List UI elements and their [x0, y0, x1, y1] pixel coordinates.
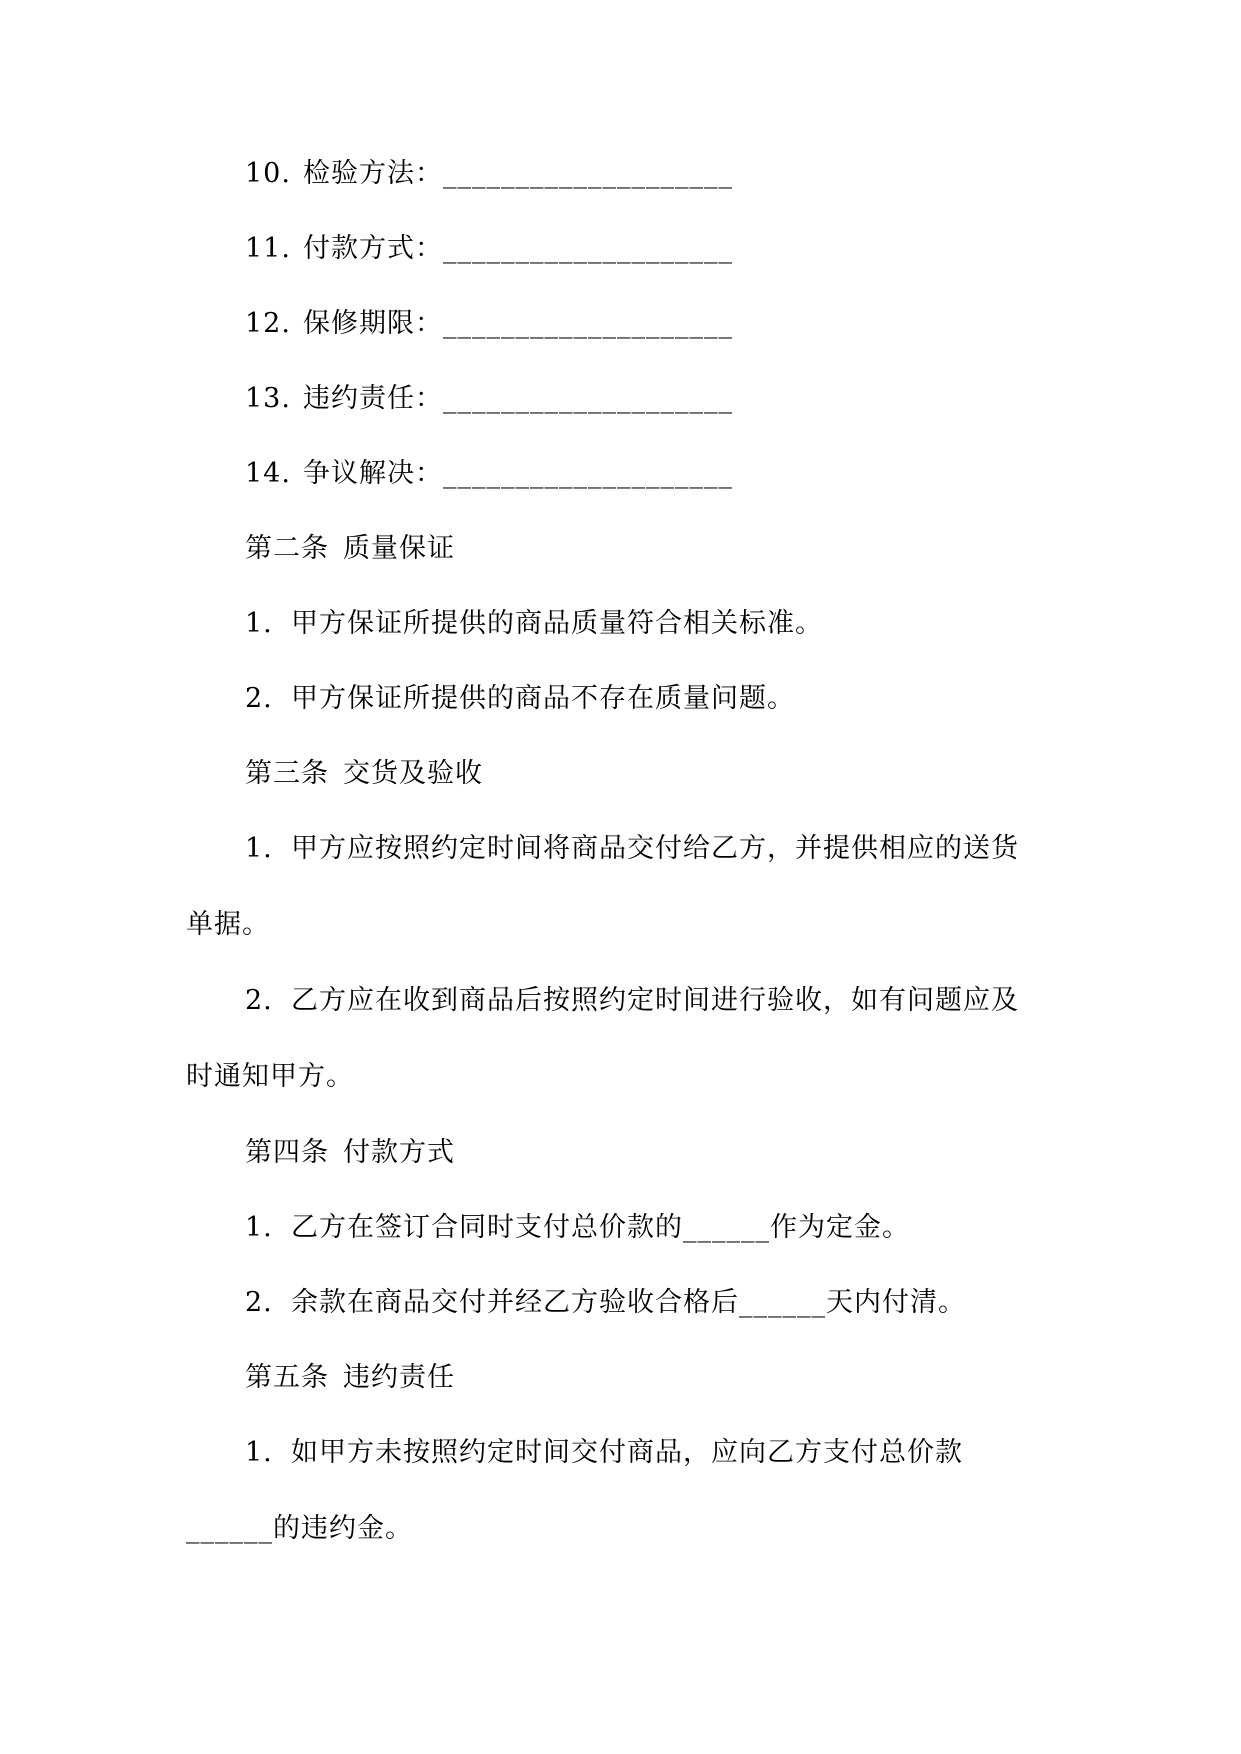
- list-item: [245, 381, 733, 417]
- clause-text: 乙方应在收到商品后按照约定时间进行验收，如有问题应及: [291, 985, 1019, 1016]
- section-heading: [245, 1135, 455, 1171]
- clause-number: 2.: [245, 683, 273, 714]
- clause-text: 甲方应按照约定时间将商品交付给乙方，并提供相应的送货: [291, 833, 1019, 864]
- clause-paragraph: [245, 831, 1019, 867]
- list-item: [245, 231, 733, 267]
- list-item: [245, 456, 733, 492]
- clause-paragraph: [245, 983, 1019, 1019]
- item-number: 11.: [245, 233, 291, 264]
- item-text: 违约责任：____________________: [303, 383, 733, 414]
- clause-continuation: 单据。: [186, 909, 270, 940]
- item-text: 检验方法：____________________: [303, 158, 733, 189]
- clause-number: 2.: [245, 985, 273, 1016]
- clause-paragraph: [245, 1285, 966, 1321]
- clause-paragraph: [245, 681, 795, 717]
- clause-number: 2.: [245, 1287, 273, 1318]
- section-title: 付款方式: [343, 1137, 455, 1168]
- item-number: 12.: [245, 308, 291, 339]
- clause-text: 甲方保证所提供的商品不存在质量问题。: [291, 683, 795, 714]
- clause-text: 乙方在签订合同时支付总价款的______作为定金。: [291, 1212, 910, 1243]
- item-text: 付款方式：____________________: [303, 233, 733, 264]
- clause-number: 1.: [245, 833, 273, 864]
- clause-continuation: 时通知甲方。: [186, 1061, 354, 1092]
- clause-text: 甲方保证所提供的商品质量符合相关标准。: [291, 608, 823, 639]
- section-number: 第五条: [245, 1362, 329, 1393]
- section-title: 违约责任: [343, 1362, 455, 1393]
- section-heading: [245, 531, 455, 567]
- item-number: 10.: [245, 158, 291, 189]
- clause-number: 1.: [245, 1212, 273, 1243]
- section-number: 第四条: [245, 1137, 329, 1168]
- clause-text: 如甲方未按照约定时间交付商品，应向乙方支付总价款: [291, 1437, 963, 1468]
- clause-paragraph: [245, 606, 823, 642]
- section-heading: [245, 1360, 455, 1396]
- section-title: 质量保证: [343, 533, 455, 564]
- section-heading: [245, 756, 483, 792]
- clause-number: 1.: [245, 608, 273, 639]
- list-item: [245, 306, 733, 342]
- item-number: 14.: [245, 458, 291, 489]
- section-number: 第三条: [245, 758, 329, 789]
- section-title: 交货及验收: [343, 758, 483, 789]
- clause-continuation: ______的违约金。: [186, 1513, 413, 1544]
- clause-number: 1.: [245, 1437, 273, 1468]
- item-text: 保修期限：____________________: [303, 308, 733, 339]
- list-item: [245, 156, 733, 192]
- clause-text: 余款在商品交付并经乙方验收合格后______天内付清。: [291, 1287, 966, 1318]
- section-number: 第二条: [245, 533, 329, 564]
- clause-paragraph: [245, 1435, 963, 1471]
- clause-paragraph: [245, 1210, 910, 1246]
- item-number: 13.: [245, 383, 291, 414]
- item-text: 争议解决：____________________: [303, 458, 733, 489]
